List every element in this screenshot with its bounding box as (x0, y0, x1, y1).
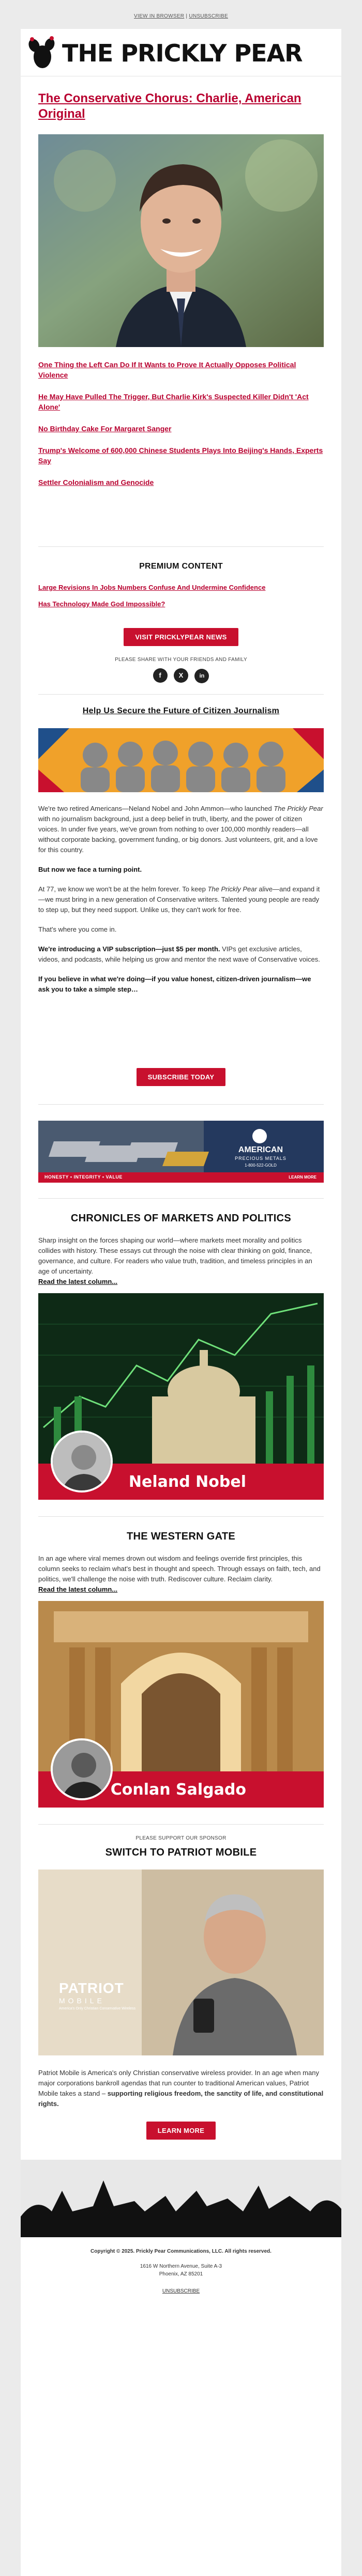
precious-metals-ad[interactable] (38, 1121, 324, 1183)
prickly-pear-logo[interactable] (26, 36, 336, 69)
patriot-logo-line3: America's Only Christian Conservative Wireless (59, 2007, 135, 2010)
column2-author-avatar (51, 1738, 113, 1800)
email-header (21, 29, 341, 76)
ad-phone: 1-800-522-GOLD (245, 1163, 277, 1168)
logo-wordmark: THE PRICKLY PEAR (62, 39, 303, 67)
support-p1-post: with no journalism background, just a deep belief in truth, liberty, and the power of citizen voices. In under five years, we've grown from nothing to over 100,000 monthly readers—all without corporate backing, government funding, or big donors. Just volunteers, grit, and a love for this country. (38, 815, 318, 854)
unsubscribe-link-top[interactable]: UNSUBSCRIBE (189, 13, 228, 19)
headline-link[interactable]: One Thing the Left Can Do If It Wants to Prove It Actually Opposes Political Violence (38, 360, 296, 379)
x-icon[interactable]: X (174, 668, 188, 683)
divider (38, 1104, 324, 1105)
column1-image[interactable] (38, 1293, 324, 1500)
patriot-logo-line2: MOBILE (59, 1997, 105, 2005)
linkedin-icon[interactable]: in (194, 669, 209, 683)
support-paragraph-5 (38, 944, 324, 965)
column1-body (38, 1235, 324, 1287)
support-paragraph-3 (38, 884, 324, 915)
feature-article-title[interactable]: The Conservative Chorus: Charlie, American Original (38, 91, 301, 121)
footer-address-2: Phoenix, AZ 85201 (159, 2271, 203, 2277)
sponsor-cta-wrap (38, 2122, 324, 2140)
ad-tagline: HONESTY • INTEGRITY • VALUE (44, 1174, 123, 1180)
portrait-illustration (38, 134, 324, 347)
divider (38, 1516, 324, 1517)
sponsor-text (38, 2068, 324, 2109)
column1-read-link[interactable]: Read the latest column... (38, 1278, 118, 1285)
support-p1-em: The Prickly Pear (274, 805, 323, 812)
ad-learn-more[interactable]: LEARN MORE (289, 1175, 316, 1180)
divider (38, 1198, 324, 1199)
unsubscribe-link-bottom[interactable]: UNSUBSCRIBE (162, 2288, 200, 2294)
visit-pricklypear-button[interactable]: VISIT PRICKLYPEAR NEWS (124, 628, 238, 646)
footer-address-1: 1616 W Northern Avenue, Suite A-3 (140, 2264, 222, 2269)
patriot-mobile-logo (59, 1980, 142, 2010)
headline-link[interactable]: Trump's Welcome of 600,000 Chinese Students Plays Into Beijing's Hands, Experts Say (38, 446, 323, 465)
column2-read-link[interactable]: Read the latest column... (38, 1585, 118, 1593)
divider (38, 694, 324, 695)
sponsor-label: PLEASE SUPPORT OUR SPONSOR (135, 1835, 227, 1841)
patriot-logo-line1: PATRIOT (59, 1980, 124, 1996)
feature-article-image[interactable] (38, 134, 324, 347)
sponsor-text-pre: Patriot Mobile is America's only Christian conservative wireless provider. In an age when many major corporations bankroll agendas that run counter to traditional American values, Patriot Mobile takes a stand – (38, 2069, 319, 2097)
premium-link[interactable]: Has Technology Made God Impossible? (38, 600, 165, 608)
premium-links (38, 583, 324, 616)
learn-more-button[interactable]: LEARN MORE (146, 2122, 216, 2140)
support-p1-pre: We're two retired Americans—Neland Nobel and John Ammon—who launched (38, 805, 274, 812)
skyline-silhouette (21, 2160, 341, 2237)
patriot-mobile-ad-image[interactable] (38, 1870, 324, 2055)
sponsor-heading: SWITCH TO PATRIOT MOBILE (105, 1847, 257, 1858)
ad-brand: AMERICAN (238, 1145, 283, 1154)
support-p3-pre: At 77, we know we won't be at the helm forever. To keep (38, 885, 208, 893)
headline-link[interactable]: He May Have Pulled The Trigger, But Charlie Kirk's Suspected Killer Didn't 'Act Alone' (38, 392, 309, 411)
premium-heading: PREMIUM CONTENT (139, 562, 223, 571)
column2-image[interactable] (38, 1601, 324, 1808)
ad-sub: PRECIOUS METALS (235, 1156, 286, 1161)
column1-author-avatar (51, 1431, 113, 1493)
headline-link[interactable]: Settler Colonialism and Genocide (38, 478, 154, 486)
support-p3-post: alive—and expand it—we must bring in a new generation of Conservative writers. Talented young people are ready to step up, but they need support. Unlike us, they can't work for free. (38, 885, 320, 914)
share-text: PLEASE SHARE WITH YOUR FRIENDS AND FAMILY (115, 657, 247, 663)
divider (38, 546, 324, 547)
premium-link[interactable]: Large Revisions In Jobs Numbers Confuse And Undermine Confidence (38, 584, 266, 591)
footer-copyright: Copyright © 2025. Prickly Pear Communications, LLC. All rights reserved. (90, 2249, 272, 2254)
column2-author: Conlan Salgado (110, 1781, 246, 1799)
column1-author: Neland Nobel (128, 1473, 246, 1491)
man-with-phone-illustration (38, 1870, 324, 2055)
support-text (38, 804, 324, 1004)
column1-heading: CHRONICLES OF MARKETS AND POLITICS (70, 1213, 292, 1224)
team-banner-image (38, 728, 324, 792)
column2-description: In an age where viral memes drown out wisdom and feelings override first principles, this column seeks to reclaim what's best in thought and speech. Through essays on faith, tech, and politics, we'll challenge the noise with truth. Rediscover culture. Reclaim clarity. (38, 1554, 321, 1583)
email-footer (38, 2248, 324, 2295)
view-in-browser-link[interactable]: VIEW IN BROWSER (134, 13, 185, 19)
column2-heading: THE WESTERN GATE (127, 1531, 235, 1542)
headline-link[interactable]: No Birthday Cake For Margaret Sanger (38, 425, 172, 433)
top-links-bar (0, 0, 362, 29)
sponsor-text-bold: supporting religious freedom, the sanctity of life, and constitutional rights. (38, 2090, 324, 2108)
team-illustration (38, 728, 324, 792)
support-paragraph-2: But now we face a turning point. (38, 866, 142, 873)
headline-list (38, 359, 324, 499)
support-p3-em: The Prickly Pear (207, 885, 257, 893)
subscribe-cta-wrap (38, 1068, 324, 1086)
premium-cta-wrap (38, 628, 324, 646)
topbar-separator: | (186, 13, 188, 19)
divider (38, 1824, 324, 1825)
facebook-icon[interactable]: f (153, 668, 168, 683)
column2-body (38, 1553, 324, 1595)
support-paragraph-6: If you believe in what we're doing—if you value honest, citizen-driven journalism—we ask you to take a simple step… (38, 975, 311, 993)
support-heading[interactable]: Help Us Secure the Future of Citizen Journalism (82, 706, 280, 715)
support-paragraph-1 (38, 804, 324, 855)
subscribe-today-button[interactable]: SUBSCRIBE TODAY (137, 1068, 226, 1086)
skyline-footer-image (21, 2160, 341, 2237)
cactus-icon (26, 36, 59, 69)
column1-description: Sharp insight on the forces shaping our world—where markets meet morality and politics collides with history. These essays cut through the noise with clear thinking on gold, finance, governance, and culture. For readers who value truth, tradition, and timeless principles in an age of uncertainty. (38, 1236, 312, 1275)
support-p5-rest: VIPs get exclusive articles, videos, and podcasts, while helping us grow and mentor the next wave of Conservative voices. (38, 945, 320, 963)
support-p5-bold: We're introducing a VIP subscription—just $5 per month. (38, 945, 220, 953)
support-paragraph-4: That's where you come in. (38, 925, 117, 933)
email-body (21, 76, 341, 2576)
social-icons (38, 668, 324, 683)
